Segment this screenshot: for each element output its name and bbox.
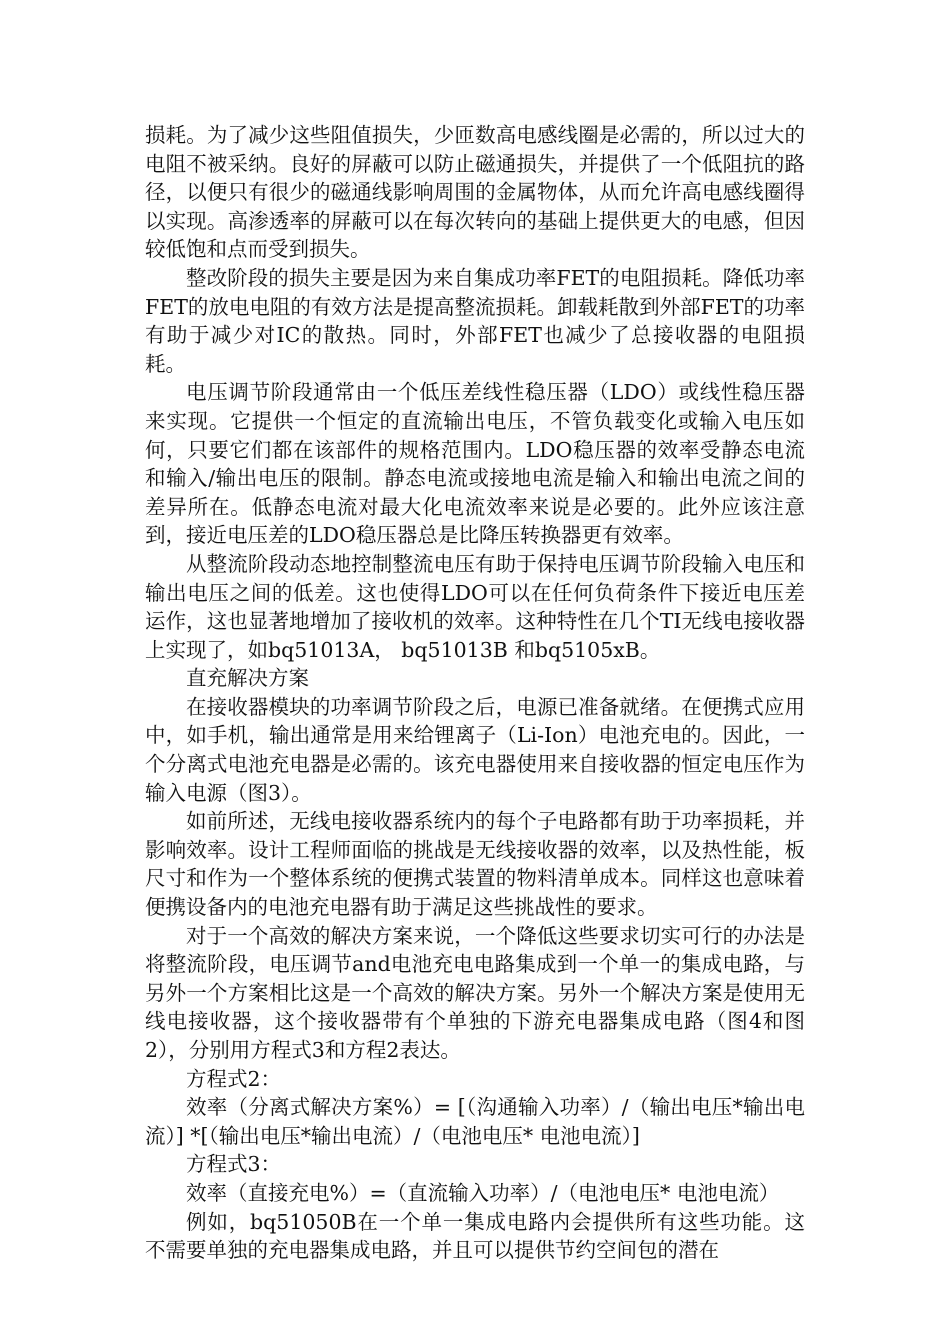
- equation-3-label: 方程式3：: [186, 1152, 282, 1177]
- paragraph-battery-charger: 在接收器模块的功率调节阶段之后，电源已准备就绪。在便携式应用中，如手机，输出通常是用来给锂离子（Li-Ion）电池充电的。因此，一个分离式电池充电器是必需的。该充电器使用来自接收器的恒定电压作为输入电源（图3）。: [145, 694, 805, 805]
- section-heading-direct-charge: 直充解决方案: [186, 666, 309, 691]
- paragraph-shielding-losses: 损耗。为了减少这些阻值损失，少匝数高电感线圈是必需的，所以过大的电阻不被采纳。良好的屏蔽可以防止磁通损失，并提供了一个低阻抗的路径，以便只有很少的磁通线影响周围的金属物体，从而允许高电感线圈得以实现。高渗透率的屏蔽可以在每次转向的基础上提供更大的电感，但因较低饱和点而受到损失。: [145, 123, 805, 262]
- paragraph-efficiency-challenges: 如前所述，无线电接收器系统内的每个子电路都有助于功率损耗，并影响效率。设计工程师面临的挑战是无线接收器的效率，以及热性能，板尺寸和作为一个整体系统的便携式装置的物料清单成本。同样这也意味着便携设备内的电池充电器有助于满足这些挑战性的要求。: [145, 809, 805, 920]
- equation-2-formula: 效率（分离式解决方案%）= [（沟通输入功率）/（输出电压*输出电流）] *[（输出电压*输出电流）/（电池电压* 电池电流）]: [145, 1095, 805, 1148]
- paragraph-dynamic-rectifier-control: 从整流阶段动态地控制整流电压有助于保持电压调节阶段输入电压和输出电压之间的低差。这也使得LDO可以在任何负荷条件下接近电压差运作，这也显著地增加了接收机的效率。这种特性在几个TI无线电接收器上实现了，如bq51013A， bq51013B 和bq5105xB。: [145, 551, 805, 662]
- equation-3-formula: 效率（直接充电%）=（直流输入功率）/（电池电压* 电池电流）: [186, 1180, 780, 1205]
- paragraph-integrated-solution: 对于一个高效的解决方案来说，一个降低这些要求切实可行的办法是将整流阶段，电压调节and电池充电电路集成到一个单一的集成电路，与另外一个方案相比这是一个高效的解决方案。另外一个解决方案是使用无线电接收器，这个接收器带有个单独的下游充电器集成电路（图4和图2），分别用方程式3和方程2表达。: [145, 923, 805, 1062]
- equation-2-label: 方程式2：: [186, 1066, 282, 1091]
- paragraph-voltage-regulation: 电压调节阶段通常由一个低压差线性稳压器（LDO）或线性稳压器来实现。它提供一个恒定的直流输出电压，不管负载变化或输入电压如何，只要它们都在该部件的规格范围内。LDO稳压器的效率受静态电流和输入/输出电压的限制。静态电流或接地电流是输入和输出电流之间的差异所在。低静态电流对最大化电流效率来说是必要的。此外应该注意到，接近电压差的LDO稳压器总是比降压转换器更有效率。: [145, 380, 805, 548]
- document-body: [145, 121, 805, 1265]
- paragraph-rectification-losses: 整改阶段的损失主要是因为来自集成功率FET的电阻损耗。降低功率FET的放电电阻的有效方法是提高整流损耗。卸载耗散到外部FET的功率有助于减少对IC的散热。同时，外部FET也减少了总接收器的电阻损耗。: [145, 265, 805, 376]
- paragraph-bq51050b-example: 例如，bq51050B在一个单一集成电路内会提供所有这些功能。这不需要单独的充电器集成电路，并且可以提供节约空间包的潜在: [145, 1209, 805, 1263]
